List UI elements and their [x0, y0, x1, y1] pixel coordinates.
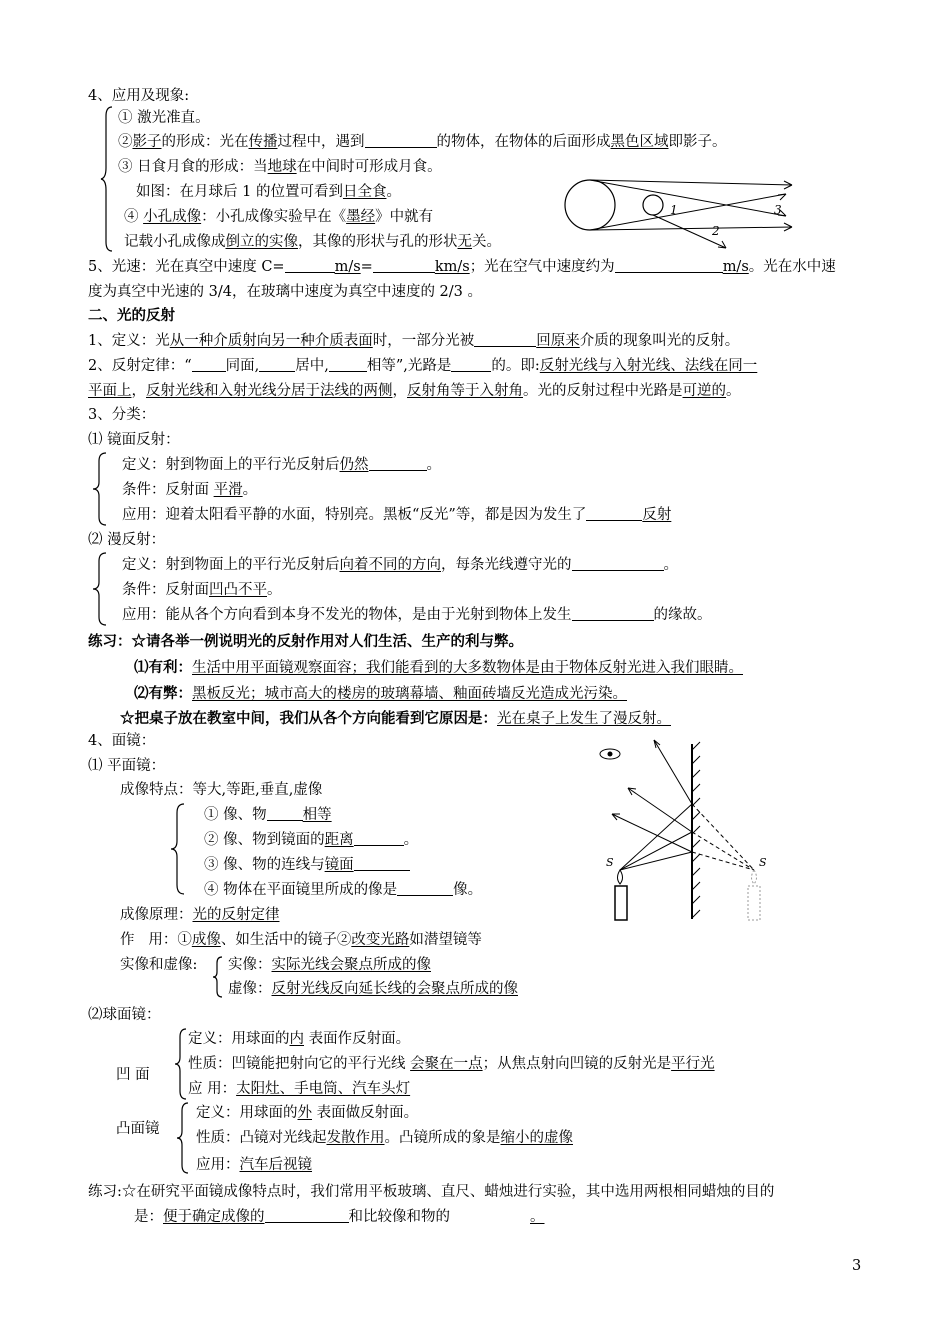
exercise-1-question: 练习：☆请各举一例说明光的反射作用对人们生活、生产的利与弊。	[88, 633, 523, 650]
plane-mirror-principle: 成像原理：光的反射定律	[120, 907, 280, 923]
diffuse-use: 应用：能从各个方向看到本身不发光的物体，是由于光射到物体上发生 的缘故。	[122, 607, 712, 623]
specular-def: 定义：射到物面上的平行光反射后仍然 。	[122, 457, 441, 473]
svg-text:3: 3	[774, 203, 782, 217]
plane-mirror-features: 成像特点：等大,等距,垂直,虚像	[120, 782, 323, 798]
brace-icon	[174, 1028, 188, 1100]
exercise-1-q2: ☆把桌子放在教室中间，我们从各个方向能看到它原因是：光在桌子上发生了漫反射。	[120, 710, 671, 727]
svg-text:S: S	[606, 856, 614, 869]
feature-3: ③ 像、物的连线与镜面	[204, 855, 410, 875]
brace-icon	[92, 552, 108, 626]
brace-icon	[176, 1102, 190, 1174]
eclipse-diagram	[560, 172, 800, 258]
mirror-title: 4、面镜：	[88, 733, 156, 749]
feature-2: ② 像、物到镜面的距离 。	[204, 832, 419, 848]
concave-label: 凹 面	[116, 1067, 150, 1083]
convex-label: 凸面镜	[116, 1121, 160, 1137]
virtual-image: 虚像：反射光线反向延长线的会聚点所成的像	[228, 981, 518, 997]
diffuse-title: ⑵ 漫反射：	[88, 532, 166, 548]
candle-icon	[615, 886, 627, 920]
exercise-1-pro: ⑴有利：生活中用平面镜观察面容；我们能看到的大多数物体是由于物体反射光进入我们眼睛。	[134, 659, 743, 676]
specular-title: ⑴ 镜面反射：	[88, 432, 180, 448]
speed-line-1: 5、光速：光在真空中速度 C= m/s= km/s；光在空气中速度约为 m/s。光在水中速	[88, 259, 836, 275]
real-image: 实像：实际光线会聚点所成的像	[228, 957, 431, 973]
exercise-2-line-1: 练习:☆在研究平面镜成像特点时，我们常用平板玻璃、直尺、蜡烛进行实验，其中选用两根相同蜡烛的目的	[88, 1184, 775, 1200]
specular-use: 应用：迎着太阳看平静的水面，特别亮。黑板“反光”等，都是因为发生了 反射	[122, 507, 672, 523]
sun-circle	[565, 180, 615, 230]
item-laser: ① 激光准直。	[118, 110, 210, 126]
reflection-law-2: 平面上，反射光线和入射光线分居于法线的两侧，反射角等于入射角。光的反射过程中光路是可逆的。	[88, 383, 741, 399]
spherical-title: ⑵球面镜：	[88, 1007, 161, 1023]
concave-use: 应 用：太阳灶、手电筒、汽车头灯	[188, 1081, 411, 1097]
diffuse-cond: 条件：反射面凹凸不平。	[122, 582, 282, 598]
svg-text:S: S	[759, 856, 767, 869]
brace-icon	[170, 803, 186, 895]
brace-icon	[92, 452, 108, 526]
item-shadow: ②影子的形成：光在传播过程中，遇到 的物体，在物体的后面形成黑色区域即影子。	[118, 134, 727, 150]
brace-icon	[100, 106, 114, 252]
real-virtual-label: 实像和虚像:	[120, 957, 198, 973]
svg-text:2: 2	[712, 224, 720, 238]
svg-text:1: 1	[670, 203, 678, 217]
classification: 3、分类：	[88, 407, 156, 423]
concave-prop: 性质：凹镜能把射向它的平行光线 会聚在一点；从焦点射向凹镜的反射光是平行光	[188, 1056, 715, 1072]
reflection-law-1: 2、反射定律：“ 同面, 居中, 相等”,光路是 的。即:反射光线与入射光线、法线在同一	[88, 358, 758, 374]
specular-cond: 条件：反射面 平滑。	[122, 482, 258, 498]
plane-mirror-diagram	[592, 734, 782, 924]
brace-icon	[212, 956, 224, 998]
diffuse-def: 定义：射到物面上的平行光反射后向着不同的方向，每条光线遵守光的 。	[122, 557, 678, 573]
convex-use: 应用：汽车后视镜	[196, 1157, 312, 1173]
reflection-heading: 二、光的反射	[88, 307, 175, 324]
exercise-1-con: ⑵有弊：黑板反光；城市高大的楼房的玻璃幕墙、釉面砖墙反光造成光污染。	[134, 685, 627, 702]
exercise-2-line-2: 是：便于确定成像的 和比较像和物的 。	[134, 1209, 545, 1225]
convex-def: 定义：用球面的外 表面做反射面。	[196, 1105, 419, 1121]
feature-4: ④ 物体在平面镜里所成的像是 像。	[204, 882, 483, 898]
reflection-def: 1、定义：光从一种介质射向另一种介质表面时，一部分光被 回原来介质的现象叫光的反射。	[88, 333, 740, 349]
plane-mirror-use: 作 用：①成像、如生活中的镜子②改变光路如潜望镜等	[120, 932, 482, 948]
item-pinhole-2: 记载小孔成像成倒立的实像，其像的形状与孔的形状无关。	[124, 234, 501, 250]
section-4-title: 4、应用及现象:	[88, 88, 190, 104]
page-number: 3	[852, 1258, 862, 1274]
convex-prop: 性质：凸镜对光线起发散作用。凸镜所成的象是缩小的虚像	[196, 1130, 573, 1146]
flame-icon	[618, 870, 623, 884]
item-pinhole: ④ 小孔成像：小孔成像实验早在《墨经》中就有	[124, 209, 434, 225]
candle-image-icon	[748, 886, 760, 920]
concave-def: 定义：用球面的内 表面作反射面。	[188, 1031, 411, 1047]
plane-mirror-title: ⑴ 平面镜：	[88, 758, 166, 774]
flame-image-icon	[752, 870, 757, 884]
item-eclipse: ③ 日食月食的形成：当地球在中间时可形成月食。	[118, 159, 442, 175]
feature-1: ① 像、物 相等	[204, 807, 332, 823]
item-eclipse-fig: 如图：在月球后 1 的位置可看到日全食。	[136, 184, 401, 200]
moon-circle	[643, 195, 663, 215]
speed-line-2: 度为真空中光速的 3/4，在玻璃中速度为真空中速度的 2/3 。	[88, 284, 482, 300]
